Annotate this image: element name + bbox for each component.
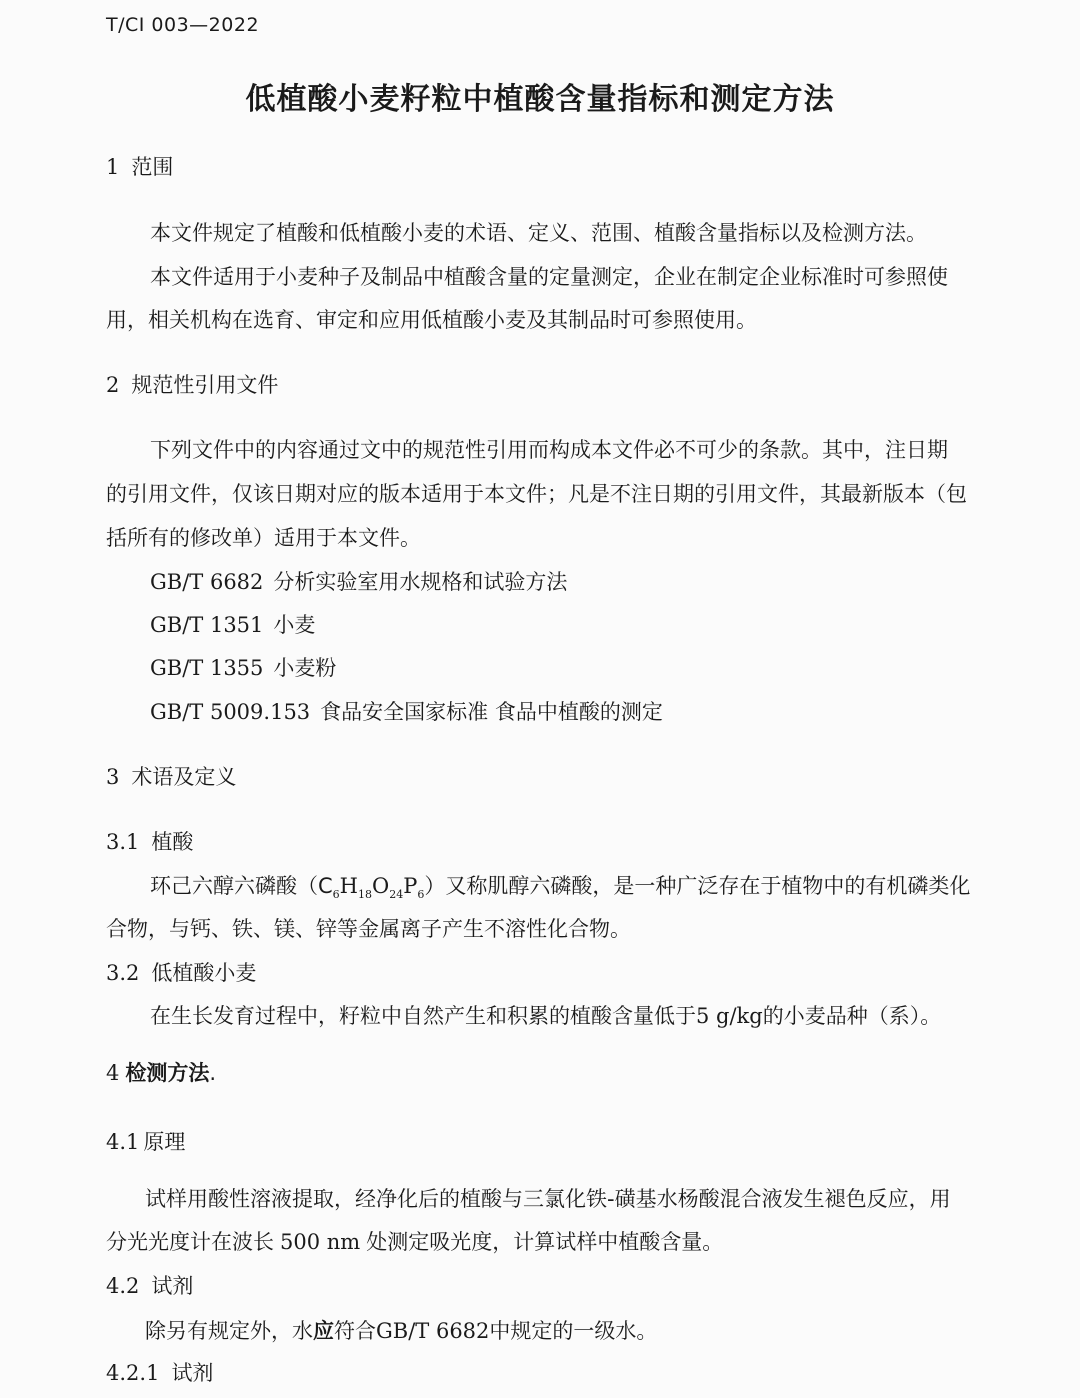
heading-dot: . <box>209 1061 217 1085</box>
reference-code: GB/T 1355 <box>150 656 264 680</box>
reference-code: GB/T 5009.153 <box>150 700 311 724</box>
reference-name: 小麦粉 <box>273 656 337 680</box>
text-span: 分光光度计在波长 <box>106 1230 274 1254</box>
definition-line: 合物，与钙、铁、镁、锌等金属离子产生不溶性化合物。 <box>106 917 631 941</box>
reference-item <box>150 696 663 726</box>
section-title: 植酸 <box>151 830 194 854</box>
text-span: 中规定的一级水。 <box>489 1319 658 1343</box>
formula-element: H <box>339 874 358 898</box>
section-title: 检测方法 <box>125 1061 210 1085</box>
text-span: 处测定吸光度，计算试样中植酸含量。 <box>366 1230 724 1254</box>
standard-reference: GB/T 6682 <box>376 1319 490 1343</box>
reference-item <box>150 609 315 639</box>
standard-code: T/CI 003—2022 <box>106 14 260 36</box>
text-span: 除另有规定外，水 <box>145 1319 313 1343</box>
subsection-3-2-heading <box>106 957 256 987</box>
wavelength-value: 500 nm <box>280 1230 361 1254</box>
text-span: ）又称肌醇六磷酸，是一种广泛存在于植物中的有机磷类化 <box>424 874 971 898</box>
formula-element: P <box>403 874 418 898</box>
reference-code: GB/T 6682 <box>150 570 264 594</box>
reference-code: GB/T 1351 <box>150 613 264 637</box>
document-title: 低植酸小麦籽粒中植酸含量指标和测定方法 <box>245 82 835 117</box>
threshold-value: 5 g/kg <box>696 1004 763 1028</box>
subsection-4-2-heading <box>106 1270 193 1300</box>
formula-subscript: 24 <box>389 888 404 902</box>
text-span: 在生长发育过程中，籽粒中自然产生和积累的植酸含量低于 <box>150 1004 696 1028</box>
paragraph-line: 用，相关机构在选育、审定和应用低植酸小麦及其制品时可参照使用。 <box>106 308 757 332</box>
paragraph-line <box>106 1226 723 1256</box>
paragraph-line: 本文件规定了植酸和低植酸小麦的术语、定义、范围、植酸含量指标以及检测方法。 <box>150 221 927 245</box>
section-title: 术语及定义 <box>131 765 237 789</box>
section-number: 4 <box>106 1061 120 1085</box>
reference-item <box>150 652 336 682</box>
paragraph-line: 的引用文件，仅该日期对应的版本适用于本文件；凡是不注日期的引用文件，其最新版本（包 <box>106 482 967 506</box>
section-title: 原理 <box>143 1130 186 1154</box>
formula-element: O <box>372 874 390 898</box>
formula-subscript: 6 <box>332 888 340 902</box>
section-3-heading <box>106 761 236 791</box>
section-number: 3.1 <box>106 830 140 854</box>
subsection-4-1-heading <box>106 1126 185 1156</box>
section-number: 2 <box>106 373 120 397</box>
section-number: 3.2 <box>106 961 140 985</box>
formula-subscript: 6 <box>417 888 425 902</box>
section-title: 规范性引用文件 <box>131 373 279 397</box>
definition-line <box>150 870 970 901</box>
section-number: 4.1 <box>106 1130 140 1154</box>
section-title: 低植酸小麦 <box>151 961 257 985</box>
paragraph-line: 试样用酸性溶液提取，经净化后的植酸与三氯化铁-磺基水杨酸混合液发生褪色反应，用 <box>145 1187 951 1211</box>
text-span: 的小麦品种（系）。 <box>762 1004 942 1028</box>
reference-item <box>150 566 567 596</box>
section-title: 试剂 <box>151 1274 194 1298</box>
reference-name: 分析实验室用水规格和试验方法 <box>273 570 568 594</box>
paragraph-line: 括所有的修改单）适用于本文件。 <box>106 526 421 550</box>
emphasis-text: 应 <box>313 1319 334 1343</box>
paragraph-line: 本文件适用于小麦种子及制品中植酸含量的定量测定，企业在制定企业标准时可参照使 <box>150 265 948 289</box>
subsection-4-2-1-heading <box>106 1357 213 1387</box>
section-title: 试剂 <box>171 1361 214 1385</box>
section-4-heading <box>106 1057 216 1087</box>
section-number: 4.2.1 <box>106 1361 160 1385</box>
subsection-3-1-heading <box>106 826 193 856</box>
paragraph-line: 下列文件中的内容通过文中的规范性引用而构成本文件必不可少的条款。其中，注日期 <box>150 438 948 462</box>
definition-line <box>150 1000 941 1030</box>
section-title: 范围 <box>131 155 174 179</box>
section-1-heading <box>106 151 173 181</box>
formula-subscript: 18 <box>358 888 372 902</box>
text-span: 环己六醇六磷酸（C <box>150 874 333 898</box>
section-number: 3 <box>106 765 120 789</box>
text-span: 符合 <box>334 1319 376 1343</box>
section-number: 1 <box>106 155 120 179</box>
reference-name: 食品安全国家标准 食品中植酸的测定 <box>320 700 663 724</box>
section-2-heading <box>106 369 278 399</box>
paragraph-line <box>145 1315 657 1345</box>
reference-name: 小麦 <box>273 613 316 637</box>
section-number: 4.2 <box>106 1274 140 1298</box>
